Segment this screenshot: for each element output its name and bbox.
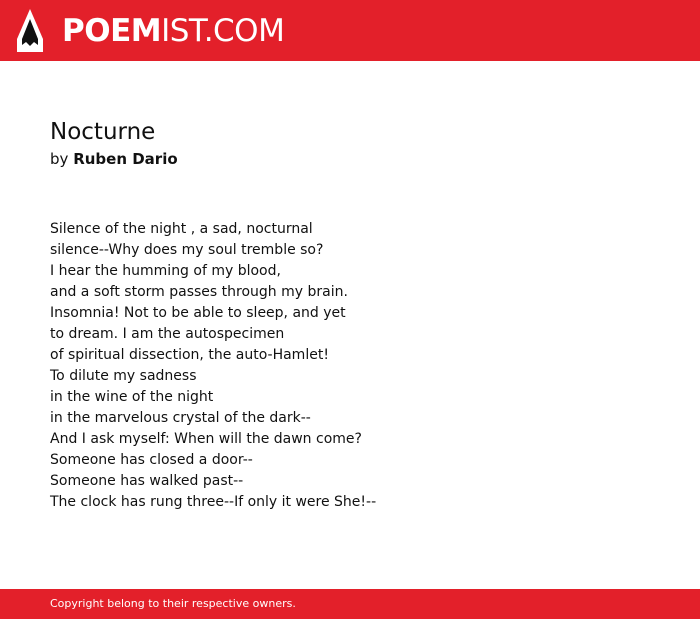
by-label: by — [50, 150, 69, 168]
poem-line: The clock has rung three--If only it were She!-- — [50, 494, 377, 510]
site-footer — [0, 589, 700, 619]
poem-line: and a soft storm passes through my brain. — [50, 284, 348, 300]
pencil-icon — [17, 9, 43, 52]
logo-text-light: IST.COM — [161, 13, 285, 49]
poem-body — [50, 219, 650, 513]
poem-line: to dream. I am the autospecimen — [50, 326, 285, 342]
poem-line: in the wine of the night — [50, 389, 214, 405]
poem-line: silence--Why does my soul tremble so? — [50, 242, 324, 258]
logo-text — [62, 12, 284, 50]
poem-line: Someone has walked past-- — [50, 473, 244, 489]
poem-line: of spiritual dissection, the auto-Hamlet! — [50, 347, 329, 363]
poem-line: I hear the humming of my blood, — [50, 263, 281, 279]
poem-title: Nocturne — [50, 119, 156, 145]
poem-line: in the marvelous crystal of the dark-- — [50, 410, 311, 426]
poem-byline — [50, 148, 178, 170]
poem-line: Silence of the night , a sad, nocturnal — [50, 221, 313, 237]
poem-line: To dilute my sadness — [50, 368, 197, 384]
poem-line: And I ask myself: When will the dawn come? — [50, 431, 362, 447]
logo-text-bold: POEM — [62, 13, 162, 49]
site-header — [0, 0, 700, 61]
poem-line: Insomnia! Not to be able to sleep, and yet — [50, 305, 346, 321]
copyright-text: Copyright belong to their respective owners. — [50, 597, 296, 610]
poem-author: Ruben Dario — [73, 150, 178, 168]
poem-line: Someone has closed a door-- — [50, 452, 253, 468]
